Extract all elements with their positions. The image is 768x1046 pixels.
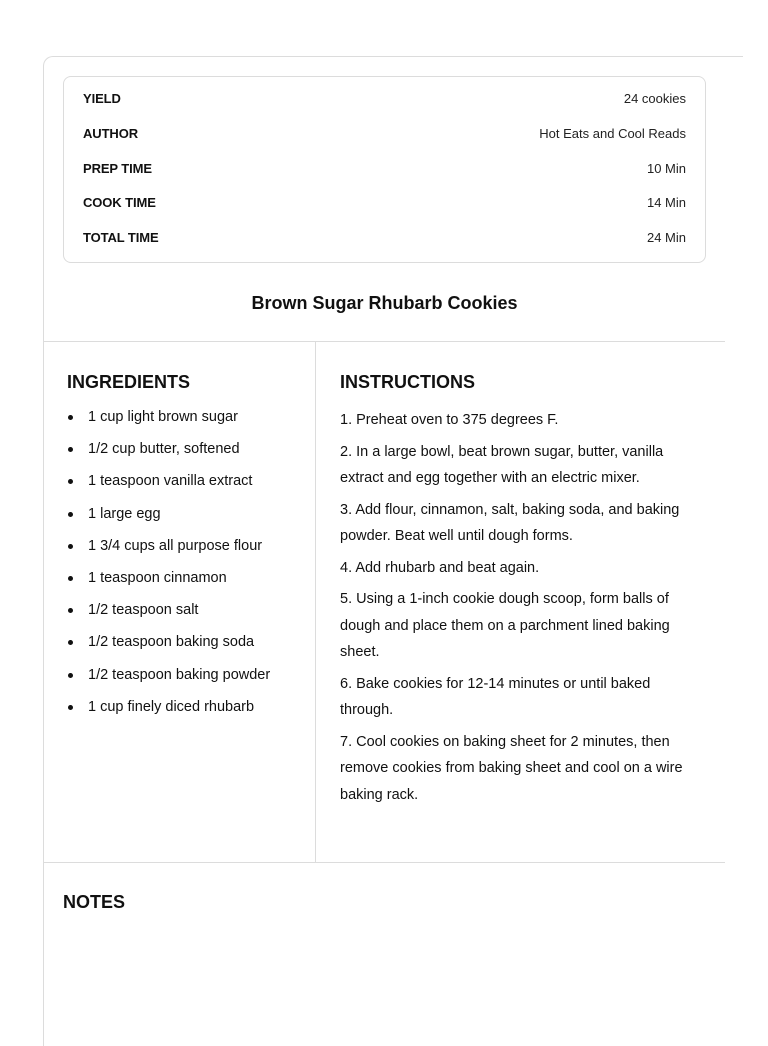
bullet-icon bbox=[68, 415, 73, 420]
bullet-icon bbox=[68, 447, 73, 452]
ingredient-text: 1 teaspoon cinnamon bbox=[88, 569, 227, 586]
list-item bbox=[67, 697, 307, 729]
instruction-step: 2. In a large bowl, beat brown sugar, butter, vanilla extract and egg together with an electric mixer. bbox=[340, 443, 664, 486]
author-value: Hot Eats and Cool Reads bbox=[539, 125, 686, 141]
list-item bbox=[67, 471, 307, 503]
list-item bbox=[67, 504, 307, 536]
total-time-value: 24 Min bbox=[646, 229, 686, 245]
list-item bbox=[67, 632, 307, 664]
notes-heading: NOTES bbox=[63, 892, 126, 912]
instruction-step: 4. Add rhubarb and beat again. bbox=[340, 559, 540, 576]
ingredient-text: 1 teaspoon vanilla extract bbox=[88, 473, 253, 490]
list-item bbox=[67, 439, 307, 471]
total-time-row bbox=[83, 227, 686, 247]
instruction-step: 7. Cool cookies on baking sheet for 2 minutes, then remove cookies from baking sheet and cool on a wire baking rack. bbox=[340, 733, 683, 803]
yield-label: YIELD bbox=[83, 90, 121, 106]
prep-time-value: 10 Min bbox=[646, 160, 686, 176]
list-item bbox=[67, 600, 307, 632]
ingredient-text: 1/2 teaspoon baking soda bbox=[88, 634, 255, 651]
instruction-step: 5. Using a 1-inch cookie dough scoop, form balls of dough and place them on a parchment lined baking sheet. bbox=[340, 591, 670, 660]
instructions-list bbox=[340, 407, 700, 813]
bullet-icon bbox=[68, 673, 73, 678]
author-label: AUTHOR bbox=[83, 125, 139, 141]
list-item bbox=[67, 407, 307, 439]
cook-time-value: 14 Min bbox=[646, 194, 686, 210]
instruction-step: 3. Add flour, cinnamon, salt, baking soda, and baking powder. Beat well until dough forms. bbox=[340, 501, 680, 544]
list-item bbox=[67, 665, 307, 697]
author-row bbox=[83, 123, 686, 143]
ingredients-heading: INGREDIENTS bbox=[67, 372, 191, 392]
bullet-icon bbox=[68, 479, 73, 484]
notes-divider bbox=[44, 862, 725, 863]
cook-time-label: COOK TIME bbox=[83, 194, 156, 210]
bullet-icon bbox=[68, 608, 73, 613]
ingredient-text: 1/2 cup butter, softened bbox=[88, 441, 240, 458]
yield-value: 24 cookies bbox=[623, 90, 686, 106]
ingredient-text: 1 large egg bbox=[88, 505, 161, 522]
bullet-icon bbox=[68, 544, 73, 549]
title-divider bbox=[44, 341, 725, 342]
recipe-card bbox=[43, 56, 743, 1046]
recipe-title: Brown Sugar Rhubarb Cookies bbox=[251, 293, 518, 313]
cook-time-row bbox=[83, 192, 686, 212]
ingredient-text: 1 cup light brown sugar bbox=[88, 409, 238, 425]
bullet-icon bbox=[68, 576, 73, 581]
instructions-heading: INSTRUCTIONS bbox=[340, 372, 475, 392]
list-item bbox=[67, 536, 307, 568]
yield-row bbox=[83, 88, 686, 108]
bullet-icon bbox=[68, 640, 73, 645]
ingredient-text: 1 cup finely diced rhubarb bbox=[88, 698, 255, 715]
prep-time-row bbox=[83, 158, 686, 178]
recipe-meta-box bbox=[63, 76, 706, 263]
ingredients-list bbox=[67, 407, 307, 729]
bullet-icon bbox=[68, 705, 73, 710]
column-divider bbox=[315, 342, 316, 862]
bullet-icon bbox=[68, 512, 73, 517]
ingredient-text: 1/2 teaspoon salt bbox=[88, 602, 199, 619]
instruction-step: 6. Bake cookies for 12-14 minutes or until baked through. bbox=[340, 675, 651, 718]
ingredient-text: 1 3/4 cups all purpose flour bbox=[88, 537, 263, 554]
instruction-step: 1. Preheat oven to 375 degrees F. bbox=[340, 412, 559, 428]
list-item bbox=[67, 568, 307, 600]
total-time-label: TOTAL TIME bbox=[83, 229, 159, 245]
prep-time-label: PREP TIME bbox=[83, 160, 152, 176]
ingredient-text: 1/2 teaspoon baking powder bbox=[88, 666, 271, 683]
